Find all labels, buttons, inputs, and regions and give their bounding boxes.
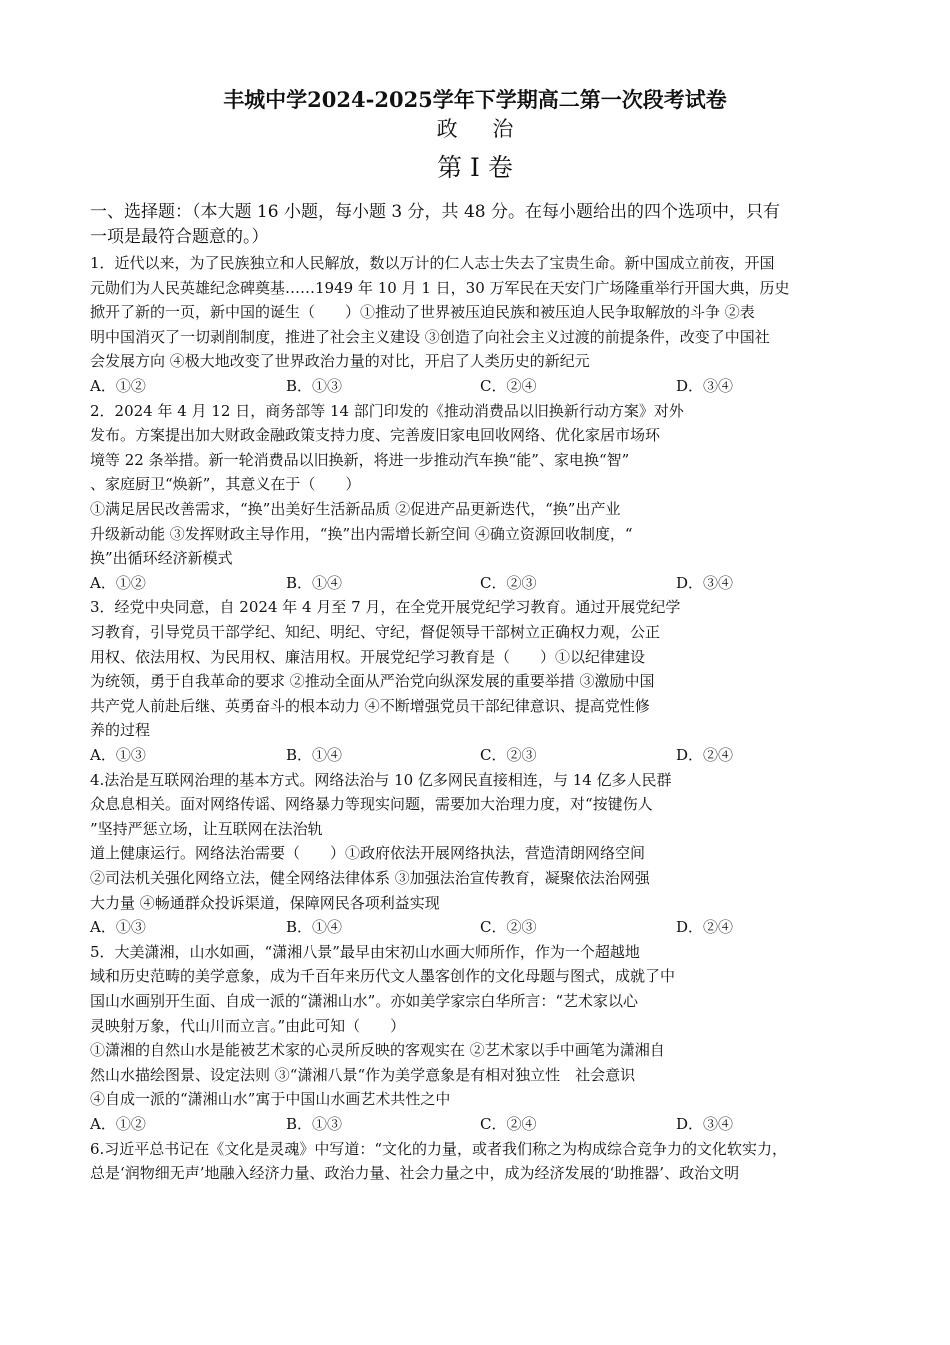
question-stem-line: 1．近代以来，为了民族独立和人民解放，数以万计的仁人志士失去了宝贵生命。新中国成立前夜，开国 <box>90 254 775 272</box>
option-a[interactable]: A．①② <box>90 573 146 592</box>
question-2 <box>90 399 734 596</box>
question-stem-line: 境等 22 条举措。新一轮消费品以旧换新，将进一步推动汽车换“能”、家电换“智” <box>90 450 630 469</box>
question-stem-line: ④自成一派的“潇湘山水”寓于中国山水画艺术共性之中 <box>90 1090 451 1109</box>
question-stem-line: 元勋们为人民英雄纪念碑奠基……1949 年 10 月 1 日，30 万军民在天安门广场隆重举行开国大典，历史 <box>90 278 790 297</box>
question-stem-line: 共产党人前赴后继、英勇奋斗的根本动力 ④不断增强党员干部纪律意识、提高党性修 <box>90 696 650 715</box>
question-stem-line: ②司法机关强化网络立法，健全网络法律体系 ③加强法治宣传教育，凝聚依法治网强 <box>90 868 650 887</box>
question-stem-line: 发布。方案提出加大财政金融政策支持力度、完善废旧家电回收网络、优化家居市场环 <box>90 426 661 445</box>
question-stem-line: 为统领，勇于自我革命的要求 ②推动全面从严治党向纵深发展的重要举措 ③激励中国 <box>90 672 655 691</box>
option-d[interactable]: D．③④ <box>676 1114 734 1133</box>
option-d[interactable]: D．②④ <box>676 745 734 764</box>
option-d[interactable]: D．③④ <box>676 573 734 592</box>
question-stem-line: 总是‘润物细无声’地融入经济力量、政治力量、社会力量之中，成为经济发展的‘助推器’、政治文明 <box>90 1164 740 1183</box>
option-c[interactable]: C．②③ <box>480 573 537 592</box>
question-stem-line: 国山水画别开生面、自成一派的“潇湘山水”。亦如美学家宗白华所言：“艺术家以心 <box>90 991 639 1010</box>
question-stem-line: 养的过程 <box>90 721 151 740</box>
question-stem-line: 5．大美潇湘，山水如画，“潇湘八景”最早由宋初山水画大师所作，作为一个超越地 <box>90 942 640 961</box>
option-a[interactable]: A．①② <box>90 376 146 395</box>
option-b[interactable]: B．①③ <box>286 376 343 395</box>
question-stem-line: 4.法治是互联网治理的基本方式。网络法治与 10 亿多网民直接相连，与 14 亿多人民群 <box>90 770 672 789</box>
question-stem-line: 习教育，引导党员干部学纪、知纪、明纪、守纪，督促领导干部树立正确权力观，公正 <box>90 622 661 641</box>
exam-title: 丰城中学2024-2025学年下学期高二第一次段考试卷 <box>223 87 727 112</box>
section-instructions <box>90 200 880 250</box>
options-row <box>90 743 734 768</box>
question-stem-line: 换”出循环经济新模式 <box>90 549 233 568</box>
option-c[interactable]: C．②③ <box>480 918 537 937</box>
question-stem-line: 道上健康运行。网络法治需要（ ）①政府依法开展网络执法，营造清朗网络空间 <box>90 844 646 863</box>
question-stem-line: 用权、依法用权、为民用权、廉洁用权。开展党纪学习教育是（ ）①以纪律建设 <box>90 647 646 666</box>
volume-heading: 第 I 卷 <box>437 153 513 182</box>
question-stem-line: 升级新动能 ③发挥财政主导作用，“换”出内需增长新空间 ④确立资源回收制度，“ <box>90 524 633 543</box>
question-stem-line: ①满足居民改善需求，“换”出美好生活新品质 ②促进产品更新迭代，“换”出产业 <box>90 499 621 518</box>
option-b[interactable]: B．①④ <box>286 745 343 764</box>
question-1 <box>90 251 790 399</box>
option-d[interactable]: D．③④ <box>676 376 734 395</box>
option-a[interactable]: A．①② <box>90 1114 146 1133</box>
question-6 <box>90 1137 787 1186</box>
option-a[interactable]: A．①③ <box>90 918 146 937</box>
options-row <box>90 374 790 399</box>
question-stem-line: 灵映射万象，代山川而立言。”由此可知（ ） <box>90 1016 406 1035</box>
section-line: 一、选择题：（本大题 16 小题，每小题 3 分，共 48 分。在每小题给出的四个选项中，只有 <box>90 202 781 222</box>
question-stem-line: ①潇湘的自然山水是能被艺术家的心灵所反映的客观实在 ②艺术家以手中画笔为潇湘自 <box>90 1041 665 1060</box>
option-b[interactable]: B．①④ <box>286 918 343 937</box>
options-row <box>90 571 734 596</box>
question-stem-line: 、家庭厨卫“焕新”，其意义在于（ ） <box>90 475 361 494</box>
question-stem-line: 掀开了新的一页，新中国的诞生（ ）①推动了世界被压迫民族和被压迫人民争取解放的斗争 ②表 <box>90 303 755 322</box>
options-row <box>90 915 734 940</box>
option-c[interactable]: C．②④ <box>480 1114 537 1133</box>
question-stem-line: 明中国消灭了一切剥削制度，推进了社会主义建设 ③创造了向社会主义过渡的前提条件，改变了中国社 <box>90 327 770 346</box>
question-stem-line: ”坚持严惩立场，让互联网在法治轨 <box>90 819 323 838</box>
option-c[interactable]: C．②③ <box>480 745 537 764</box>
question-stem-line: 然山水描绘图景、设定法则 ③“潇湘八景“作为美学意象是有相对独立性 社会意识 <box>90 1065 636 1084</box>
question-5 <box>90 940 734 1137</box>
option-c[interactable]: C．②④ <box>480 376 537 395</box>
option-d[interactable]: D．②④ <box>676 918 734 937</box>
question-stem-line: 6.习近平总书记在《文化是灵魂》中写道：“文化的力量，或者我们称之为构成综合竞争力的文化软实力， <box>90 1139 787 1158</box>
question-stem-line: 域和历史范畴的美学意象，成为千百年来历代文人墨客创作的文化母题与图式，成就了中 <box>90 967 676 986</box>
subject-heading: 政 治 <box>436 117 514 141</box>
option-b[interactable]: B．①④ <box>286 573 343 592</box>
question-stem-line: 会发展方向 ④极大地改变了世界政治力量的对比，开启了人类历史的新纪元 <box>90 352 590 371</box>
question-4 <box>90 768 734 940</box>
question-stem-line: 3．经党中央同意，自 2024 年 4 月至 7 月，在全党开展党纪学习教育。通过开展党纪学 <box>90 598 681 617</box>
question-stem-line: 众息息相关。面对网络传谣、网络暴力等现实问题，需要加大治理力度，对“按键伤人 <box>90 795 653 814</box>
section-line: 一项是最符合题意的。） <box>90 227 269 247</box>
option-b[interactable]: B．①③ <box>286 1114 343 1133</box>
question-stem-line: 2．2024 年 4 月 12 日，商务部等 14 部门印发的《推动消费品以旧换新行动方案》对外 <box>90 401 684 420</box>
question-stem-line: 大力量 ④畅通群众投诉渠道，保障网民各项利益实现 <box>90 893 440 912</box>
option-a[interactable]: A．①③ <box>90 745 146 764</box>
options-row <box>90 1112 734 1137</box>
question-3 <box>90 595 734 767</box>
